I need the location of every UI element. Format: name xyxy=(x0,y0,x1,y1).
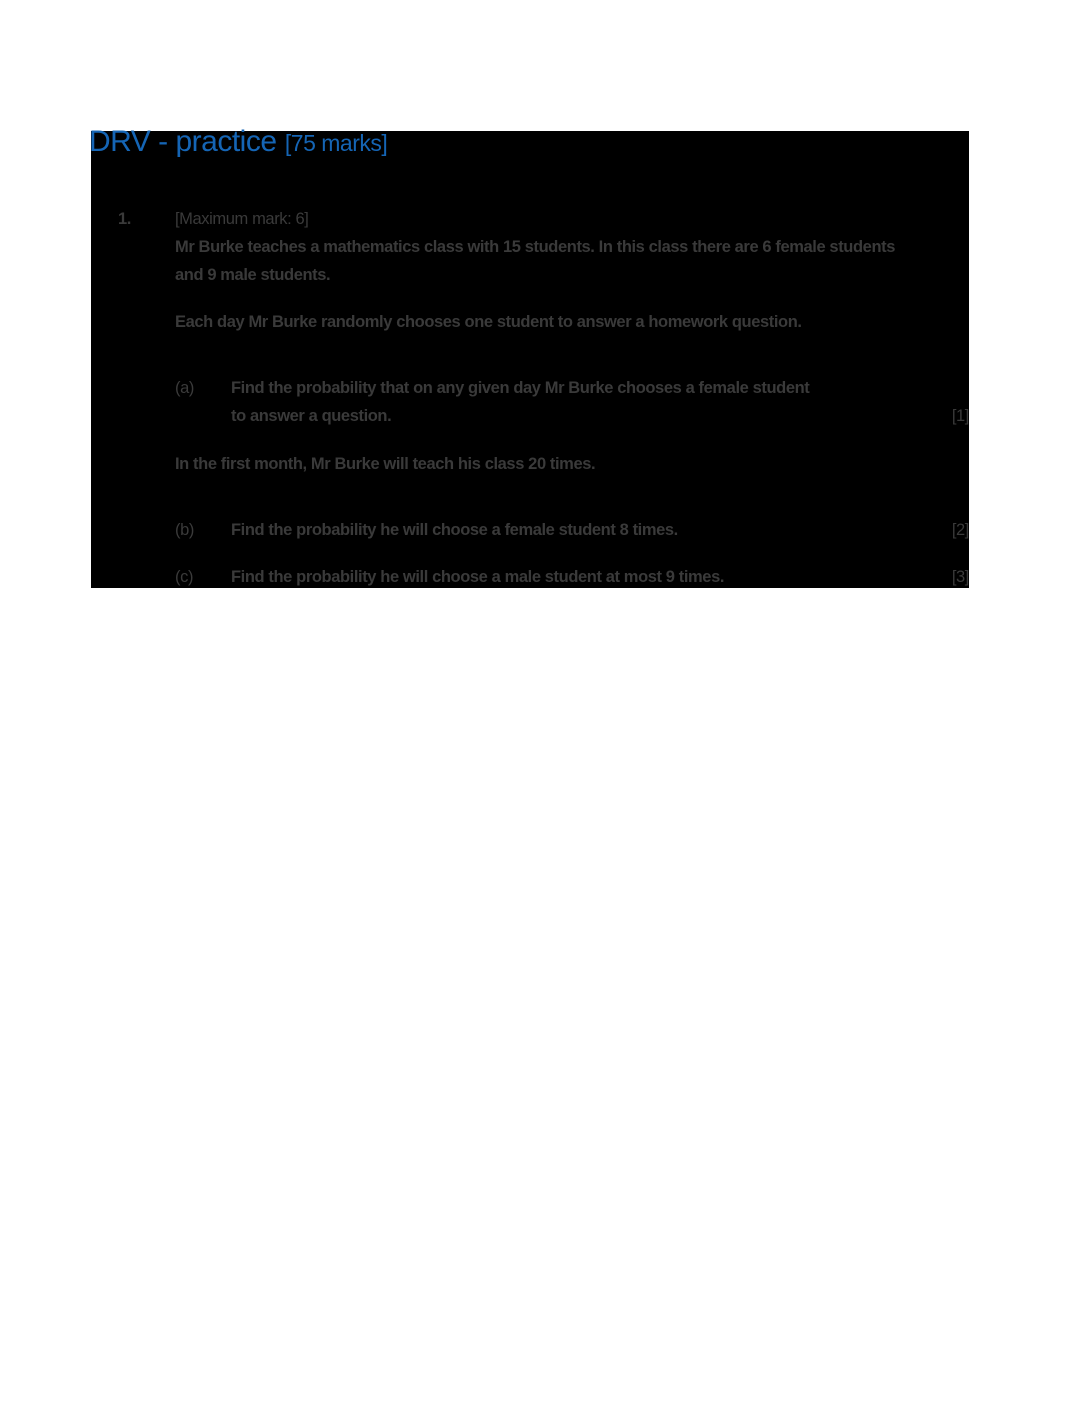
part-b-marks: [2] xyxy=(951,521,969,539)
context-text: Each day Mr Burke randomly chooses one student to answer a homework question. xyxy=(175,313,802,331)
title-text: DRV - practice xyxy=(89,125,277,158)
part-c-text: Find the probability he will choose a male student at most 9 times. xyxy=(231,568,725,586)
part-b-label: (b) xyxy=(175,521,194,539)
part-c-label: (c) xyxy=(175,568,194,586)
middle-context-text: In the first month, Mr Burke will teach his class 20 times. xyxy=(175,455,596,473)
part-a-line-2: to answer a question. xyxy=(231,407,392,425)
part-a-label: (a) xyxy=(175,379,194,397)
part-a-marks: [1] xyxy=(951,407,969,425)
max-mark-label: [Maximum mark: 6] xyxy=(175,210,309,228)
part-b-text: Find the probability he will choose a female student 8 times. xyxy=(231,521,678,539)
page-title xyxy=(89,124,387,157)
part-c-marks: [3] xyxy=(951,568,969,586)
question-number: 1. xyxy=(118,210,131,228)
part-a-line-1: Find the probability that on any given day Mr Burke chooses a female student xyxy=(231,379,810,397)
total-marks: [75 marks] xyxy=(284,130,388,156)
question-block xyxy=(91,131,969,588)
intro-line-2: and 9 male students. xyxy=(175,266,331,284)
intro-line-1: Mr Burke teaches a mathematics class with 15 students. In this class there are 6 female students xyxy=(175,238,895,256)
